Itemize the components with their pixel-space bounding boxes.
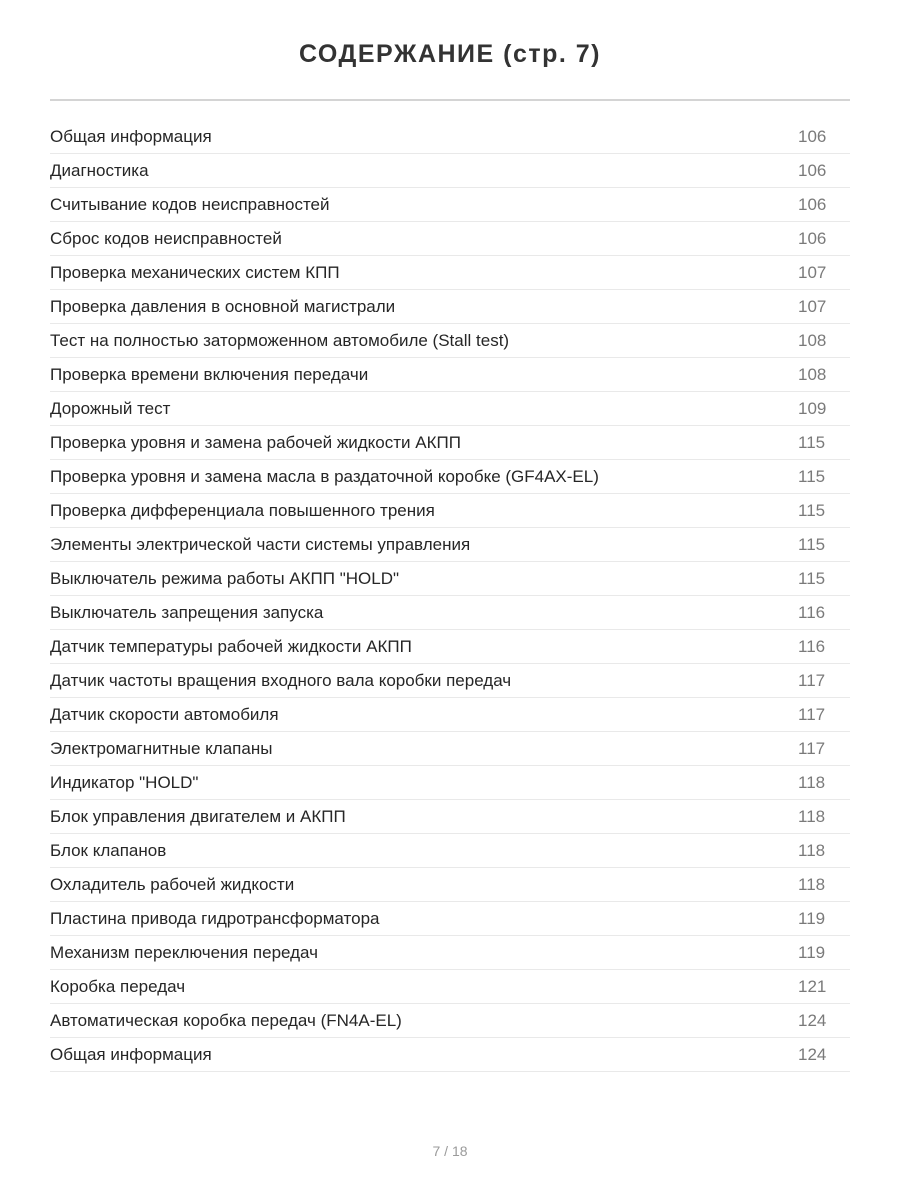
toc-entry-page-number: 107 [798, 262, 827, 282]
toc-entry[interactable] [50, 970, 850, 1004]
toc-entry[interactable] [50, 902, 850, 936]
toc-entry[interactable] [50, 222, 850, 256]
toc-entry-page-number: 115 [798, 534, 826, 554]
toc-entry[interactable] [50, 154, 850, 188]
toc-entry-page-number: 108 [798, 364, 827, 384]
toc-entry-title: Пластина привода гидротрансформатора [50, 908, 380, 928]
toc-entry-title: Проверка механических систем КПП [50, 262, 340, 282]
toc-entry[interactable] [50, 596, 850, 630]
toc-entry-title: Проверка уровня и замена масла в раздаточной коробке (GF4AX-EL) [50, 466, 599, 486]
title-divider [50, 99, 850, 101]
toc-entry[interactable] [50, 664, 850, 698]
toc-entry[interactable] [50, 936, 850, 970]
toc-entry-title: Выключатель запрещения запуска [50, 602, 324, 622]
toc-entry-page-number: 118 [798, 840, 826, 860]
toc-entry-page-number: 115 [798, 500, 826, 520]
toc-entry-page-number: 106 [798, 126, 827, 146]
toc-entry-page-number: 124 [798, 1044, 827, 1064]
toc-entry-title: Дорожный тест [50, 398, 171, 418]
toc-entry-title: Электромагнитные клапаны [50, 738, 273, 758]
toc-entry-title: Проверка времени включения передачи [50, 364, 369, 384]
toc-entry-title: Блок клапанов [50, 840, 167, 860]
toc-entry-title: Общая информация [50, 1044, 212, 1064]
toc-entry[interactable] [50, 800, 850, 834]
toc-entry-page-number: 116 [798, 602, 826, 622]
toc-entry-title: Блок управления двигателем и АКПП [50, 806, 346, 826]
toc-entry-title: Считывание кодов неисправностей [50, 194, 330, 214]
toc-entry[interactable] [50, 1004, 850, 1038]
toc-entry[interactable] [50, 766, 850, 800]
toc-entry[interactable] [50, 562, 850, 596]
toc-entry-page-number: 106 [798, 160, 827, 180]
toc-entry-page-number: 115 [798, 568, 826, 588]
toc-entry-title: Коробка передач [50, 976, 186, 996]
toc-entry-title: Датчик скорости автомобиля [50, 704, 279, 724]
toc-entry[interactable] [50, 1038, 850, 1072]
toc-entry-page-number: 121 [798, 976, 827, 996]
toc-entry[interactable] [50, 392, 850, 426]
toc-entry[interactable] [50, 460, 850, 494]
toc-entry[interactable] [50, 630, 850, 664]
toc-entry[interactable] [50, 528, 850, 562]
toc-entry-page-number: 115 [798, 466, 826, 486]
toc-entry-page-number: 117 [798, 738, 826, 758]
toc-entry-title: Сброс кодов неисправностей [50, 228, 282, 248]
toc-entry-title: Выключатель режима работы АКПП "HOLD" [50, 568, 400, 588]
toc-entry-title: Элементы электрической части системы управления [50, 534, 471, 554]
page-number-footer: 7 / 18 [432, 1143, 468, 1159]
toc-entry-page-number: 124 [798, 1010, 827, 1030]
toc-entry[interactable] [50, 358, 850, 392]
toc-entry-title: Датчик частоты вращения входного вала коробки передач [50, 670, 512, 690]
toc-entry-page-number: 107 [798, 296, 827, 316]
toc-entry-page-number: 106 [798, 194, 827, 214]
toc-entry[interactable] [50, 494, 850, 528]
toc-entry[interactable] [50, 426, 850, 460]
toc-entry-title: Автоматическая коробка передач (FN4A-EL) [50, 1010, 402, 1030]
toc-entry[interactable] [50, 834, 850, 868]
toc-entry[interactable] [50, 290, 850, 324]
page-title: СОДЕРЖАНИЕ (стр. 7) [298, 40, 602, 68]
toc-entry-page-number: 118 [798, 874, 826, 894]
toc-entry[interactable] [50, 868, 850, 902]
toc-entry-page-number: 109 [798, 398, 827, 418]
toc-entry-page-number: 118 [798, 772, 826, 792]
toc-entry-title: Охладитель рабочей жидкости [50, 874, 295, 894]
toc-entry-page-number: 117 [798, 670, 826, 690]
toc-entry-page-number: 116 [798, 636, 826, 656]
toc-entry[interactable] [50, 120, 850, 154]
toc-entry-page-number: 119 [798, 942, 826, 962]
toc-entry-title: Механизм переключения передач [50, 942, 318, 962]
toc-entry-title: Тест на полностью заторможенном автомобиле (Stall test) [50, 330, 510, 350]
toc-entry[interactable] [50, 324, 850, 358]
toc-entry[interactable] [50, 188, 850, 222]
toc-entry-title: Проверка дифференциала повышенного трения [50, 500, 435, 520]
table-of-contents [50, 120, 850, 1072]
toc-entry-page-number: 118 [798, 806, 826, 826]
toc-entry-title: Индикатор "HOLD" [50, 772, 199, 792]
toc-entry-title: Диагностика [50, 160, 149, 180]
toc-entry[interactable] [50, 256, 850, 290]
toc-entry-page-number: 119 [798, 908, 826, 928]
toc-entry[interactable] [50, 698, 850, 732]
toc-entry-title: Общая информация [50, 126, 212, 146]
toc-entry-page-number: 106 [798, 228, 827, 248]
toc-entry[interactable] [50, 732, 850, 766]
toc-entry-title: Датчик температуры рабочей жидкости АКПП [50, 636, 412, 656]
toc-entry-title: Проверка уровня и замена рабочей жидкости АКПП [50, 432, 461, 452]
toc-entry-page-number: 108 [798, 330, 827, 350]
toc-entry-title: Проверка давления в основной магистрали [50, 296, 396, 316]
toc-entry-page-number: 117 [798, 704, 826, 724]
toc-entry-page-number: 115 [798, 432, 826, 452]
